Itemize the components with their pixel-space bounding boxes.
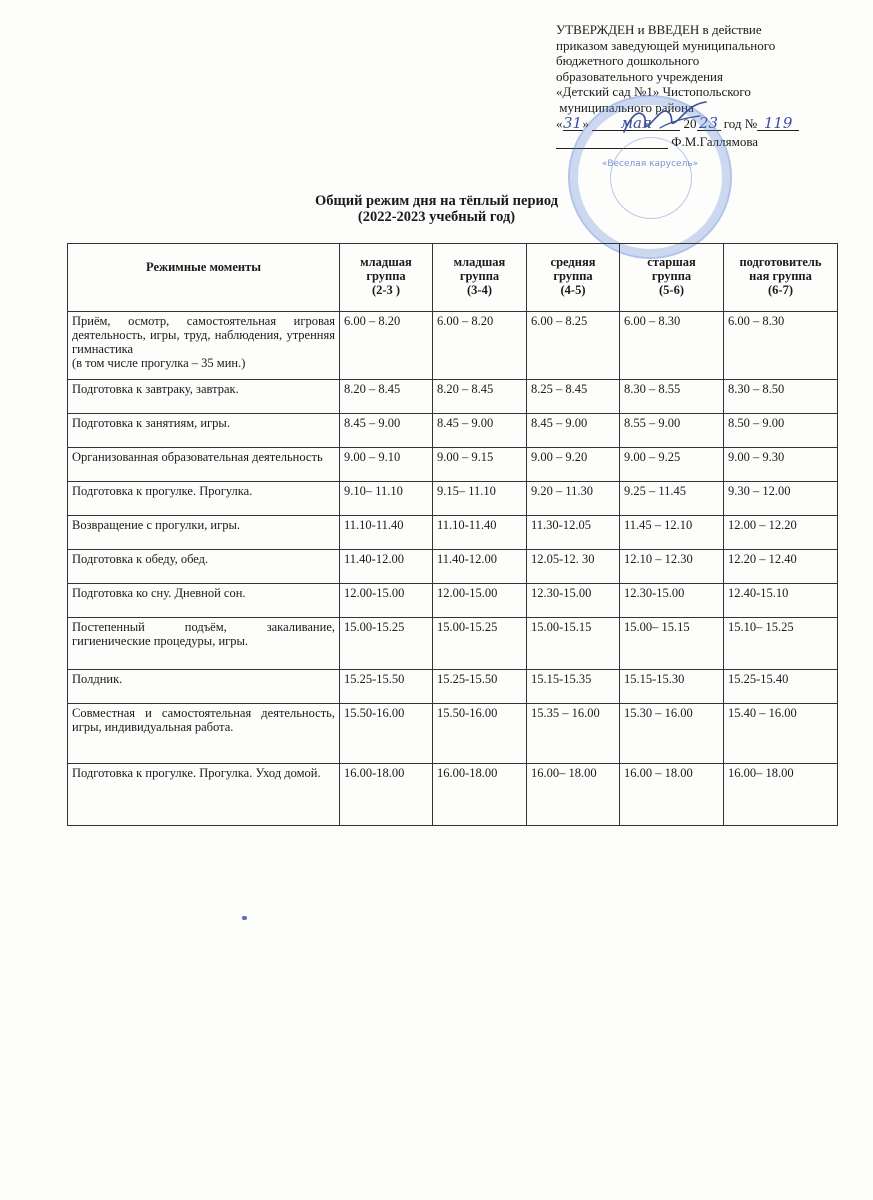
header-moments: Режимные моменты xyxy=(68,244,340,312)
time-cell: 9.25 – 11.45 xyxy=(620,482,724,516)
time-cell: 16.00– 18.00 xyxy=(724,764,838,826)
approval-line: муниципального района xyxy=(556,99,694,115)
time-cell: 11.30-12.05 xyxy=(527,516,620,550)
moment-cell: Подготовка к занятиям, игры. xyxy=(68,414,340,448)
time-cell: 6.00 – 8.30 xyxy=(620,312,724,380)
approval-line: УТВЕРЖДЕН и ВВЕДЕН в действие xyxy=(556,22,762,37)
time-cell: 12.00-15.00 xyxy=(340,584,433,618)
time-cell: 12.05-12. 30 xyxy=(527,550,620,584)
table-row xyxy=(68,380,838,414)
date-month: мая xyxy=(592,117,680,131)
header-group-6-7: подготовитель ная группа (6-7) xyxy=(724,244,838,312)
time-cell: 12.10 – 12.30 xyxy=(620,550,724,584)
table-header-row xyxy=(68,244,838,312)
approval-line: приказом заведующей муниципального xyxy=(556,37,776,53)
time-cell: 8.45 – 9.00 xyxy=(527,414,620,448)
time-cell: 11.40-12.00 xyxy=(433,550,527,584)
time-cell: 16.00-18.00 xyxy=(340,764,433,826)
time-cell: 15.00-15.25 xyxy=(340,618,433,670)
moment-cell: Подготовка ко сну. Дневной сон. xyxy=(68,584,340,618)
date-day: 31 xyxy=(562,114,583,132)
time-cell: 6.00 – 8.25 xyxy=(527,312,620,380)
moment-cell: Приём, осмотр, самостоятельная игровая деятельность, игры, труд, наблюдения, утренняя гимнастика (в том числе прогулка – 35 мин.) xyxy=(68,312,340,380)
time-cell: 15.40 – 16.00 xyxy=(724,704,838,764)
title-line-1: Общий режим дня на тёплый период xyxy=(314,193,559,209)
time-cell: 15.25-15.40 xyxy=(724,670,838,704)
approval-line: бюджетного дошкольного xyxy=(556,53,700,68)
table-row xyxy=(68,414,838,448)
time-cell: 9.30 – 12.00 xyxy=(724,482,838,516)
time-cell: 9.00 – 9.25 xyxy=(620,448,724,482)
time-cell: 15.10– 15.25 xyxy=(724,618,838,670)
header-group-5-6: старшая группа (5-6) xyxy=(620,244,724,312)
time-cell: 11.45 – 12.10 xyxy=(620,516,724,550)
time-cell: 6.00 – 8.20 xyxy=(340,312,433,380)
time-cell: 11.10-11.40 xyxy=(433,516,527,550)
time-cell: 15.15-15.30 xyxy=(620,670,724,704)
time-cell: 12.00-15.00 xyxy=(433,584,527,618)
time-cell: 15.50-16.00 xyxy=(433,704,527,764)
time-cell: 9.15– 11.10 xyxy=(433,482,527,516)
time-cell: 12.40-15.10 xyxy=(724,584,838,618)
table-row xyxy=(68,550,838,584)
time-cell: 15.30 – 16.00 xyxy=(620,704,724,764)
table-row xyxy=(68,482,838,516)
time-cell: 8.50 – 9.00 xyxy=(724,414,838,448)
date-year-prefix: 20 xyxy=(683,116,697,131)
moment-cell: Возвращение с прогулки, игры. xyxy=(68,516,340,550)
time-cell: 9.00 – 9.20 xyxy=(527,448,620,482)
table-row xyxy=(68,516,838,550)
time-cell: 12.30-15.00 xyxy=(527,584,620,618)
time-cell: 9.00 – 9.15 xyxy=(433,448,527,482)
time-cell: 9.20 – 11.30 xyxy=(527,482,620,516)
order-number: 119 xyxy=(757,117,799,131)
time-cell: 15.25-15.50 xyxy=(340,670,433,704)
time-cell: 8.20 – 8.45 xyxy=(340,380,433,414)
time-cell: 8.30 – 8.50 xyxy=(724,380,838,414)
approval-line: образовательного учреждения xyxy=(556,68,723,84)
time-cell: 15.15-15.35 xyxy=(527,670,620,704)
time-cell: 11.40-12.00 xyxy=(340,550,433,584)
table-row xyxy=(68,670,838,704)
table-row xyxy=(68,618,838,670)
moment-cell: Организованная образовательная деятельность xyxy=(68,448,340,482)
time-cell: 9.00 – 9.30 xyxy=(724,448,838,482)
stamp-text: «Веселая карусель» xyxy=(601,159,699,169)
time-cell: 15.00-15.15 xyxy=(527,618,620,670)
pen-mark xyxy=(242,916,247,920)
moment-cell: Подготовка к прогулке. Прогулка. Уход домой. xyxy=(68,764,340,826)
moment-cell: Подготовка к обеду, обед. xyxy=(68,550,340,584)
order-number-label: год № xyxy=(720,116,758,131)
time-cell: 9.10– 11.10 xyxy=(340,482,433,516)
date-close-quote: » xyxy=(582,116,589,131)
time-cell: 8.30 – 8.55 xyxy=(620,380,724,414)
signer-name: Ф.М.Галлямова xyxy=(671,133,759,149)
header-group-3-4: младшая группа (3-4) xyxy=(433,244,527,312)
time-cell: 8.45 – 9.00 xyxy=(340,414,433,448)
time-cell: 15.00– 15.15 xyxy=(620,618,724,670)
time-cell: 15.35 – 16.00 xyxy=(527,704,620,764)
time-cell: 11.10-11.40 xyxy=(340,516,433,550)
header-group-2-3: младшая группа (2-3 ) xyxy=(340,244,433,312)
time-cell: 15.50-16.00 xyxy=(340,704,433,764)
table-row xyxy=(68,448,838,482)
moment-cell: Постепенный подъём, закаливание, гигиенические процедуры, игры. xyxy=(68,618,340,670)
time-cell: 8.25 – 8.45 xyxy=(527,380,620,414)
time-cell: 6.00 – 8.30 xyxy=(724,312,838,380)
schedule-table xyxy=(67,243,838,826)
time-cell: 6.00 – 8.20 xyxy=(433,312,527,380)
signature-icon xyxy=(620,98,710,140)
moment-cell: Совместная и самостоятельная деятельность, игры, индивидуальная работа. xyxy=(68,704,340,764)
title-line-2: (2022-2023 учебный год) xyxy=(357,209,516,225)
table-row xyxy=(68,764,838,826)
header-group-4-5: средняя группа (4-5) xyxy=(527,244,620,312)
moment-cell: Подготовка к прогулке. Прогулка. xyxy=(68,482,340,516)
time-cell: 8.20 – 8.45 xyxy=(433,380,527,414)
time-cell: 15.25-15.50 xyxy=(433,670,527,704)
time-cell: 12.20 – 12.40 xyxy=(724,550,838,584)
time-cell: 16.00 – 18.00 xyxy=(620,764,724,826)
date-year: 23 xyxy=(697,117,721,131)
table-row xyxy=(68,584,838,618)
time-cell: 12.30-15.00 xyxy=(620,584,724,618)
moment-cell: Подготовка к завтраку, завтрак. xyxy=(68,380,340,414)
time-cell: 16.00-18.00 xyxy=(433,764,527,826)
time-cell: 16.00– 18.00 xyxy=(527,764,620,826)
table-row xyxy=(68,704,838,764)
moment-cell: Полдник. xyxy=(68,670,340,704)
time-cell: 15.00-15.25 xyxy=(433,618,527,670)
approval-line: «Детский сад №1» Чистопольского xyxy=(556,84,751,99)
date-open-quote: « xyxy=(556,116,563,131)
time-cell: 12.00 – 12.20 xyxy=(724,516,838,550)
page-title xyxy=(0,193,873,225)
time-cell: 9.00 – 9.10 xyxy=(340,448,433,482)
time-cell: 8.45 – 9.00 xyxy=(433,414,527,448)
time-cell: 8.55 – 9.00 xyxy=(620,414,724,448)
table-row xyxy=(68,312,838,380)
